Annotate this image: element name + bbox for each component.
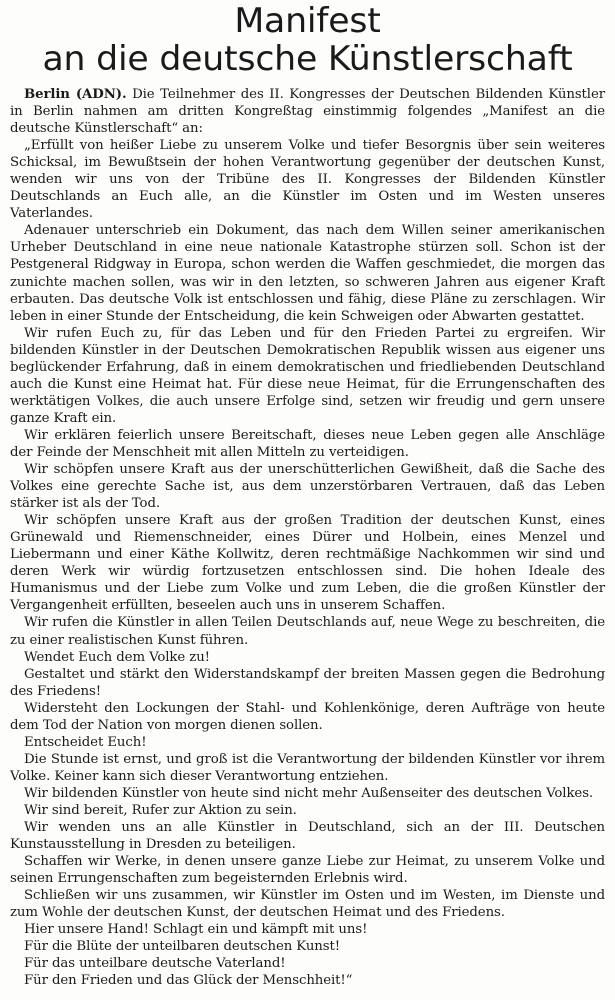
article-body [10, 86, 605, 989]
paragraph-16: Schaffen wir Werke, in denen unsere ganze Liebe zur Heimat, zu unserem Volke und seinen Errungenschaften zum begeisternden Erlebnis wird. [10, 854, 605, 887]
paragraph-21: Für den Frieden und das Glück der Menschheit!“ [24, 973, 353, 989]
paragraph-7: Wir rufen die Künstler in allen Teilen Deutschlands auf, neue Wege zu beschreiten, die zu einer realistischen Kunst führen. [10, 615, 605, 648]
paragraph-17: Schließen wir uns zusammen, wir Künstler im Osten und im Westen, im Dienste und zum Wohle der deutschen Kunst, der deutschen Heimat und des Friedens. [10, 888, 605, 921]
lead-text: Die Teilnehmer des II. Kongresses der Deutschen Bildenden Künstler in Berlin nahmen am dritten Kongreßtag einstimmig folgendes „Manifest an die deutsche Künstlerschaft“ an: [10, 87, 605, 137]
paragraph-8: Wendet Euch dem Volke zu! [24, 649, 210, 665]
article-title-line-1: Manifest [234, 1, 381, 41]
paragraph-4: Wir erklären feierlich unsere Bereitschaft, dieses neue Leben gegen alle Anschläge der Feinde der Menschheit mit allen Mitteln zu verteidigen. [10, 427, 605, 460]
paragraph-13: Wir bildenden Künstler von heute sind nicht mehr Außenseiter des deutschen Volkes. [24, 785, 594, 801]
paragraph-2: Adenauer unterschrieb ein Dokument, das nach dem Willen seiner amerikanischen Urheber Deutschland in eine neue nationale Katastrophe stürzen soll. Schon ist der Pestgeneral Ridgway in Europa, schon werden die Waffen geschmiedet, die morgen das zunichte machen sollen, was wir in den letzten, so schweren Jahren aus eigener Kraft erbauten. Das deutsche Volk ist entschlossen und fähig, diese Pläne zu zerschlagen. Wir leben in einer Stunde der Entscheidung, die kein Schweigen oder Abwarten gestattet. [10, 223, 605, 324]
paragraph-1: „Erfüllt von heißer Liebe zu unserem Volke und tiefer Besorgnis über sein weiteres Schicksal, im Bewußtsein der hohen Verantwortung gegenüber der deutschen Kunst, wenden wir uns von der Tribüne des II. Kongresses der Bildenden Künstler Deutschlands an Euch alle, an die Künstler im Osten und im Westen unseres Vaterlandes. [10, 138, 605, 222]
paragraph-5: Wir schöpfen unsere Kraft aus der unerschütterlichen Gewißheit, daß die Sache des Volkes eine gerechte Sache ist, aus dem unzerstörbaren Vertrauen, daß das Leben stärker ist als der Tod. [10, 462, 605, 512]
dateline: Berlin (ADN). [24, 87, 127, 102]
paragraph-12: Die Stunde ist ernst, und groß ist die Verantwortung der bildenden Künstler vor ihrem Volke. Keiner kann sich dieser Verantwortung entziehen. [10, 751, 605, 784]
paragraph-20: Für das unteilbare deutsche Vaterland! [24, 956, 286, 972]
paragraph-15: Wir wenden uns an alle Künstler in Deutschland, sich an der III. Deutschen Kunstausstellung in Dresden zu beteiligen. [10, 820, 605, 853]
paragraph-11: Entscheidet Euch! [24, 734, 147, 750]
paragraph-9: Gestaltet und stärkt den Widerstandskampf der breiten Massen gegen die Bedrohung des Friedens! [10, 666, 605, 699]
paragraph-10: Widersteht den Lockungen der Stahl- und Kohlenkönige, deren Aufträge von heute dem Tod der Nation von morgen dienen sollen. [10, 700, 605, 733]
paragraph-19: Für die Blüte der unteilbaren deutschen Kunst! [24, 939, 340, 955]
paragraph-14: Wir sind bereit, Rufer zur Aktion zu sein. [24, 802, 297, 818]
paragraph-18: Hier unsere Hand! Schlagt ein und kämpft mit uns! [24, 922, 368, 938]
article-title [4, 2, 611, 78]
paragraph-6: Wir schöpfen unsere Kraft aus der großen Tradition der deutschen Kunst, eines Grünewald und Riemenschneider, eines Dürer und Holbein, eines Menzel und Liebermann und einer Käthe Kollwitz, deren rechtmäßige Nachkommen wir sind und deren Werk wir würdig fortzusetzen entschlossen sind. Die hohen Ideale des Humanismus und der Liebe zum Volke und zum Leben, die die großen Künstler der Vergangenheit erfüllten, beseelen auch uns in unserem Schaffen. [10, 513, 605, 614]
article-title-line-2: an die deutsche Künstlerschaft [42, 39, 573, 79]
lead-paragraph [10, 86, 605, 137]
paragraph-3: Wir rufen Euch zu, für das Leben und für den Frieden Partei zu ergreifen. Wir bildenden Künstler in der Deutschen Demokratischen Republik wissen aus eigener uns beglückender Erfahrung, daß in einem demokratischen und friedliebenden Deutschland auch die Kunst eine Heimat hat. Für diese neue Heimat, für die Errungenschaften des werktätigen Volkes, die auch unsere Erfolge sind, setzen wir freudig und gern unsere ganze Kraft ein. [10, 325, 605, 426]
